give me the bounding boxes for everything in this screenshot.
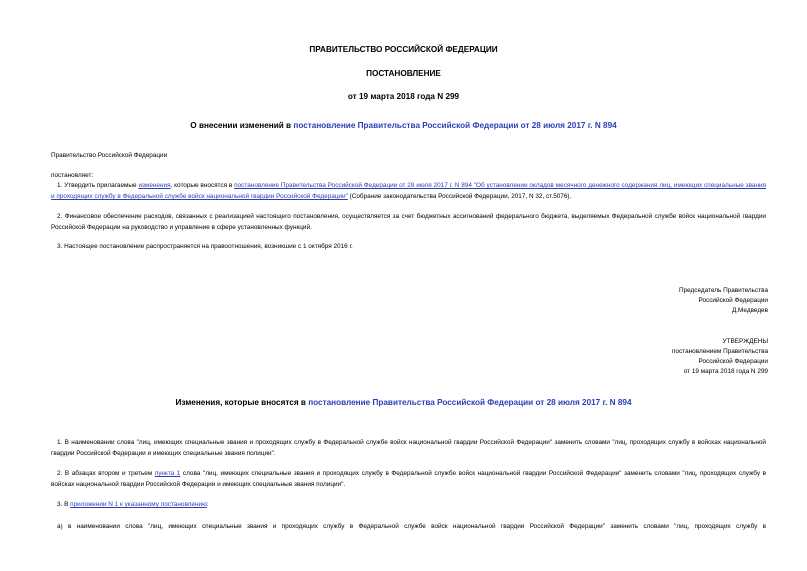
- intro-decides: постановляет:: [51, 172, 94, 179]
- approval-line-4: от 19 марта 2018 года N 299: [683, 368, 768, 375]
- document-date: от 19 марта 2018 года N 299: [347, 92, 460, 101]
- paragraph-2: 2. Финансовое обеспечение расходов, связанных с реализацией настоящего постановления, осуществляется за счет бюджетных ассигнований федерального бюджета, выделяемых Федеральной службе войск национальной гвардии Российской Федерации на руководство и управление в сфере установленных функций.: [51, 213, 766, 231]
- title-prefix: О внесении изменений в: [190, 121, 294, 130]
- signature-line-2: Российской Федерации: [698, 297, 768, 304]
- change-1: 1. В наименовании слова "лиц, имеющих специальные звания и проходящих службу в Федеральной службе войск национальной гвардии Российской Федерации" заменить словами "лиц, проходящих службу в войсках национальной гвардии Российской Федерации и имеющих специальные звания полиции".: [51, 439, 766, 457]
- changes-title: [0, 398, 807, 407]
- change-3: [57, 499, 209, 510]
- change-3a: а) в наименовании слова "лиц, имеющих специальные звания и проходящих службу в Федеральной службе войск национальной гвардии Российской Федерации" заменить словами "лиц, проходящих службу в: [57, 523, 766, 530]
- changes-title-prefix: Изменения, которые вносятся в: [175, 398, 309, 407]
- approval-line-1: УТВЕРЖДЕНЫ: [722, 338, 768, 345]
- paragraph-1: [51, 180, 766, 202]
- p1-text-c: (Собрание законодательства Российской Федерации, 2017, N 32, ст.5076).: [347, 193, 572, 200]
- p1-link-changes[interactable]: изменения: [138, 182, 171, 189]
- title-link[interactable]: постановление Правительства Российской Федерации от 28 июля 2017 г. N 894: [293, 121, 617, 130]
- signature-block: [679, 286, 768, 316]
- p1-text-a: 1. Утвердить прилагаемые: [57, 182, 139, 189]
- c3-text-a: 3. В: [57, 501, 71, 508]
- c3-link-appendix[interactable]: приложении N 1 к указанному постановлению: [70, 501, 207, 508]
- signature-line-3: Д.Медведев: [731, 307, 768, 314]
- government-heading: ПРАВИТЕЛЬСТВО РОССИЙСКОЙ ФЕДЕРАЦИИ: [309, 45, 498, 54]
- change-2: [51, 468, 766, 490]
- approval-block: [672, 337, 768, 377]
- signature-line-1: Председатель Правительства: [679, 287, 768, 294]
- paragraph-3: 3. Настоящее постановление распространяется на правоотношения, возникшие с 1 октября 2016 г.: [57, 243, 353, 250]
- c2-text-b: слова "лиц, имеющих специальные звания и проходящих службу в Федеральной службе войск национальной гвардии Российской Федерации" заменить словами "лиц, проходящих службу в войсках национальной гвардии Российской Федерации и имеющих специальные звания полиции".: [51, 470, 766, 488]
- c2-text-a: 2. В абзацах втором и третьем: [57, 470, 155, 477]
- document-type: ПОСТАНОВЛЕНИЕ: [366, 69, 441, 78]
- p1-link-resolution-title[interactable]: "Об установлении окладов месячного денежного содержания лиц, имеющих специальные звания и проходящих службу в Федеральной службе войск национальной гвардии Российской Федерации": [51, 182, 767, 200]
- changes-title-link[interactable]: постановление Правительства Российской Федерации от 28 июля 2017 г. N 894: [308, 398, 632, 407]
- document-title: [0, 121, 807, 130]
- c3-text-b: :: [206, 501, 209, 508]
- approval-line-3: Российской Федерации: [698, 358, 768, 365]
- c2-link-point-1[interactable]: пункта 1: [154, 470, 181, 477]
- p1-text-b: , которые вносятся в: [170, 182, 235, 189]
- intro-government: Правительство Российской Федерации: [51, 152, 168, 159]
- p1-link-resolution[interactable]: постановление Правительства Российской Федерации от 28 июля 2017 г. N 894: [234, 182, 472, 189]
- approval-line-2: постановлением Правительства: [672, 348, 768, 355]
